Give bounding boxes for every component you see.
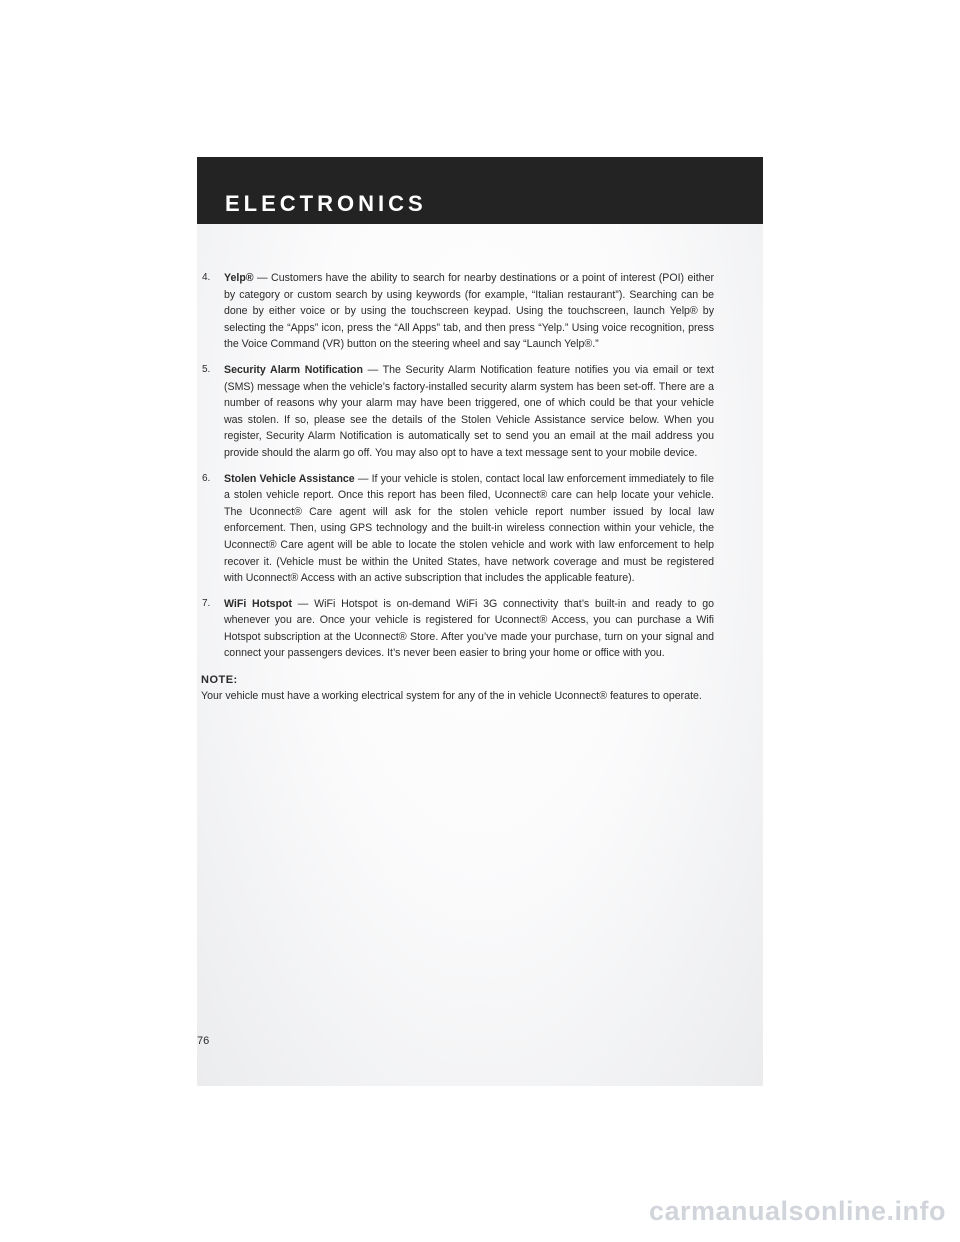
item-body: — WiFi Hotspot is on-demand WiFi 3G connectivity that’s built-in and ready to go whenever you are. Once your vehicle is registered for Uconnect® Access, you can purchase a Wifi Hotspot subscription at the Uconnect® Store. After you’ve made your purchase, turn on your signal and connect your passengers devices. It’s never been easier to bring your home or office with you. <box>224 597 714 660</box>
item-body: — The Security Alarm Notification feature notifies you via email or text (SMS) message when the vehicle’s factory-installed security alarm system has been set-off. There are a number of reasons why your alarm may have been triggered, one of which could be that your vehicle was stolen. If so, please see the details of the Stolen Vehicle Assistance service below. When you register, Security Alarm Notification is automatically set to send you an email at the mail address you provide should the alarm go off. You may also opt to have a text message sent to your mobile device. <box>224 363 714 459</box>
watermark: carmanualsonline.info <box>648 1196 946 1226</box>
item-term: Security Alarm Notification <box>224 363 363 376</box>
item-number: 5. <box>202 363 211 375</box>
list-item-wifi-hotspot <box>201 596 714 662</box>
list-item-yelp <box>201 270 714 353</box>
item-number: 7. <box>202 597 211 609</box>
note-text: Your vehicle must have a working electrical system for any of the in vehicle Uconnect® features to operate. <box>201 690 702 703</box>
section-title: ELECTRONICS <box>225 191 427 216</box>
manual-page <box>197 157 763 1086</box>
item-term: Yelp® <box>224 272 254 284</box>
item-term: Stolen Vehicle Assistance <box>224 472 355 485</box>
page-number: 76 <box>197 1035 210 1047</box>
item-number: 4. <box>202 272 211 283</box>
note-heading: NOTE: <box>201 674 238 687</box>
item-body: — If your vehicle is stolen, contact local law enforcement immediately to file a stolen vehicle report. Once this report has been filed, Uconnect® care can help locate your vehicle. The Uconnect® Care agent will ask for the stolen vehicle report number issued by local law enforcement. Then, using GPS technology and the built-in wireless connection within your vehicle, the Uconnect® Care agent will be able to locate the stolen vehicle and work with law enforcement to help recover it. (Vehicle must be within the United States, have network coverage and must be registered with Uconnect® Access with an active subscription that includes the applicable feature). <box>224 472 714 585</box>
item-body: — Customers have the ability to search for nearby destinations or a point of interest (POI) either by category or custom search by using keywords (for example, “Italian restaurant”). Searching can be done by either voice or by using the touchscreen keypad. Using the touchscreen, launch Yelp® by selecting the “Apps” icon, press the “All Apps” tab, and then press “Yelp.” Using voice recognition, press the Voice Command (VR) button on the steering wheel and say “Launch Yelp®.” <box>224 272 714 351</box>
item-term: WiFi Hotspot <box>224 597 293 610</box>
page-content <box>201 270 714 705</box>
section-header-bar <box>197 157 763 224</box>
list-item-stolen-vehicle-assistance <box>201 471 714 587</box>
item-number: 6. <box>202 472 211 484</box>
list-item-security-alarm-notification <box>201 362 714 462</box>
